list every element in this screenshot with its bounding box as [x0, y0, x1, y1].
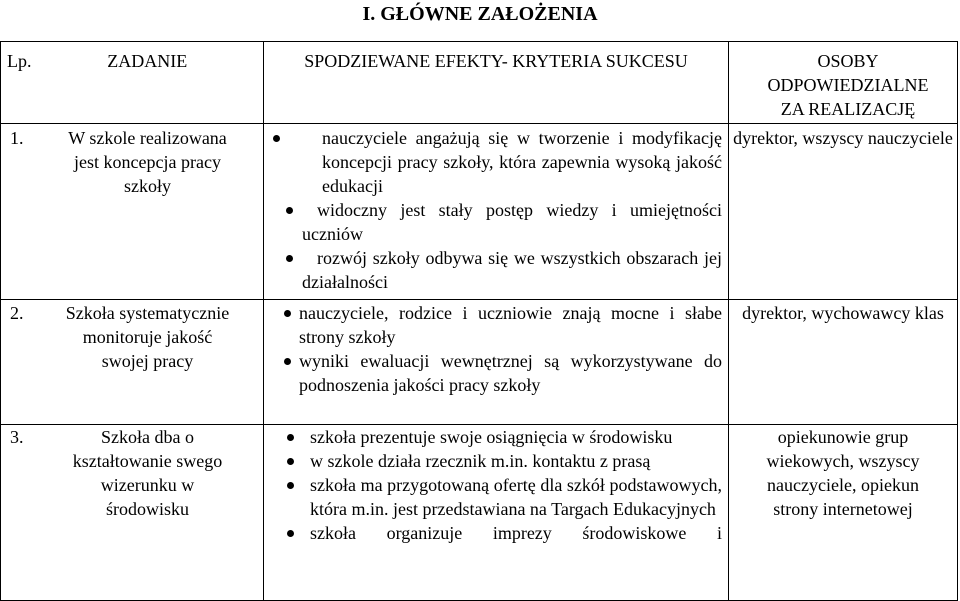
task-cell	[1, 425, 264, 601]
header-task-cell	[1, 42, 264, 124]
criteria-cell	[264, 300, 729, 425]
bullet-icon	[273, 135, 280, 142]
task-cell	[1, 124, 264, 300]
list-item: wyniki ewaluacji wewnętrznej są wykorzystywane do podnoszenia jakości pracy szkoły	[284, 349, 722, 397]
criteria-list	[284, 126, 728, 294]
list-item: szkoła prezentuje swoje osiągnięcia w środowisku	[284, 425, 722, 449]
responsible-cell	[729, 124, 958, 300]
list-item: rozwój szkoły odbywa się we wszystkich obszarach jej działalności	[284, 246, 722, 294]
list-item: nauczyciele, rodzice i uczniowie znają mocne i słabe strony szkoły	[284, 301, 722, 349]
row-number: 3.	[10, 427, 24, 447]
task-text: W szkole realizowana jest koncepcja pracy szkoły	[68, 128, 227, 196]
task-text: Szkoła dba o kształtowanie swego wizerunku w środowisku	[72, 427, 223, 519]
list-item: szkoła ma przygotowaną ofertę dla szkół podstawowych, która m.in. jest przedstawiana na Targach Edukacyjnych	[284, 473, 722, 521]
criteria-list	[284, 301, 728, 397]
header-effects: SPODZIEWANE EFEKTY- KRYTERIA SUKCESU	[304, 51, 688, 71]
bullet-icon	[286, 207, 293, 214]
header-lp: Lp.	[7, 51, 32, 71]
bullet-icon	[287, 434, 294, 441]
list-item: szkoła organizuje imprezy środowiskowe i	[284, 521, 722, 545]
header-task: ZADANIE	[107, 51, 188, 71]
criteria-cell	[264, 124, 729, 300]
bullet-icon	[287, 530, 294, 537]
task-text: Szkoła systematycznie monitoruje jakość swojej pracy	[65, 303, 230, 371]
row-number: 1.	[10, 128, 24, 148]
goals-table	[0, 41, 958, 601]
bullet-icon	[284, 358, 291, 365]
list-item: widoczny jest stały postęp wiedzy i umiejętności uczniów	[284, 198, 722, 246]
list-item: w szkole działa rzecznik m.in. kontaktu z prasą	[284, 449, 722, 473]
header-responsible: OSOBY ODPOWIEDZIALNE ZA REALIZACJĘ	[767, 51, 929, 119]
criteria-list	[284, 425, 728, 545]
responsible-text: dyrektor, wszyscy nauczyciele	[733, 128, 953, 148]
bullet-icon	[286, 255, 293, 262]
table-header-row	[1, 42, 958, 124]
bullet-icon	[287, 482, 294, 489]
row-number: 2.	[10, 303, 24, 323]
responsible-cell	[729, 300, 958, 425]
responsible-text: dyrektor, wychowawcy klas	[742, 303, 944, 323]
bullet-icon	[287, 458, 294, 465]
header-responsible-cell	[729, 42, 958, 124]
table-row	[1, 300, 958, 425]
table-row	[1, 425, 958, 601]
header-effects-cell	[264, 42, 729, 124]
bullet-icon	[284, 310, 291, 317]
page-title: I. GŁÓWNE ZAŁOŻENIA	[362, 3, 598, 25]
responsible-text: opiekunowie grup wiekowych, wszyscy nauczyciele, opiekun strony internetowej	[766, 427, 920, 519]
task-cell	[1, 300, 264, 425]
list-item: nauczyciele angażują się w tworzenie i modyfikację koncepcji pracy szkoły, która zapewnia wysoką jakość edukacji	[284, 126, 722, 198]
table-row	[1, 124, 958, 300]
responsible-cell	[729, 425, 958, 601]
criteria-cell	[264, 425, 729, 601]
